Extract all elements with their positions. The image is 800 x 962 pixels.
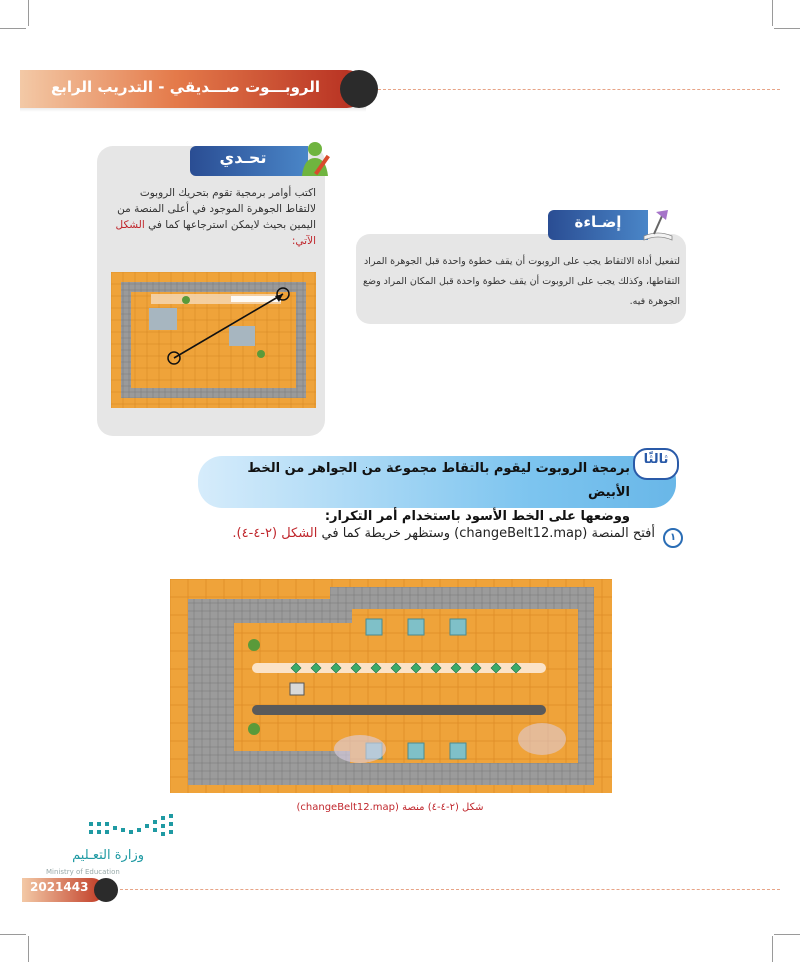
book-lamp-icon bbox=[640, 206, 676, 242]
crop-mark bbox=[774, 28, 800, 29]
changebelt-map-image bbox=[170, 579, 612, 793]
page-number: 2021443 bbox=[30, 880, 89, 894]
section-heading-line-2: ووضعها على الخط الأسود باستخدام أمر التكرار: bbox=[324, 509, 630, 524]
figure-reference: الشكل (٢-٤-٤). bbox=[232, 526, 318, 541]
step-number: ١ bbox=[663, 528, 683, 548]
figure-reference: الشكل الآتي: bbox=[115, 219, 316, 247]
crop-mark bbox=[0, 934, 26, 935]
header-divider bbox=[378, 89, 780, 90]
tip-label: إضـاءة bbox=[574, 213, 622, 231]
challenge-map-image bbox=[111, 272, 316, 408]
header-cap bbox=[340, 70, 378, 108]
ministry-name: وزارة التعـليم bbox=[72, 848, 144, 863]
step-text: أفتح المنصة (changeBelt12.map) وستظهر خريطة كما في الشكل (٢-٤-٤). bbox=[232, 526, 655, 541]
figure-caption: شكل (٢-٤-٤) منصة (changeBelt12.map) bbox=[296, 802, 484, 813]
page-title: الروبـــوت صـــديقي - التدريب الرابع bbox=[50, 78, 320, 96]
crop-mark bbox=[772, 936, 773, 962]
challenge-label: تحـدي bbox=[219, 148, 267, 167]
challenge-text: اكتب أوامر برمجية تقوم بتحريك الروبوت لالتقاط الجوهرة الموجود في أعلى المنصة من اليمين بحيث لايمكن استرجاعها كما في الشكل الآتي: bbox=[115, 187, 316, 247]
ministry-name-en: Ministry of Education bbox=[46, 868, 120, 876]
section-heading bbox=[205, 457, 630, 529]
crop-mark bbox=[772, 0, 773, 26]
crop-mark bbox=[0, 28, 26, 29]
section-badge-label: ثالثًا bbox=[643, 452, 669, 467]
crop-mark bbox=[28, 0, 29, 26]
crop-mark bbox=[774, 934, 800, 935]
crop-mark bbox=[28, 936, 29, 962]
ministry-logo bbox=[83, 810, 183, 846]
tip-text: لتفعيل أداة الالتقاط يجب على الروبوت أن يقف خطوة واحدة قبل الجوهرة المراد التقاطها، وكذلك يجب على الروبوت أن يقف خطوة واحدة قبل المكان المراد وضع الجوهرة فيه. bbox=[362, 256, 680, 307]
footer-divider bbox=[120, 889, 780, 890]
section-heading-line-1: برمجة الروبوت ليقوم بالتقاط مجموعة من الجواهر من الخط الأبيض bbox=[247, 461, 630, 500]
person-pencil-icon bbox=[300, 140, 334, 178]
